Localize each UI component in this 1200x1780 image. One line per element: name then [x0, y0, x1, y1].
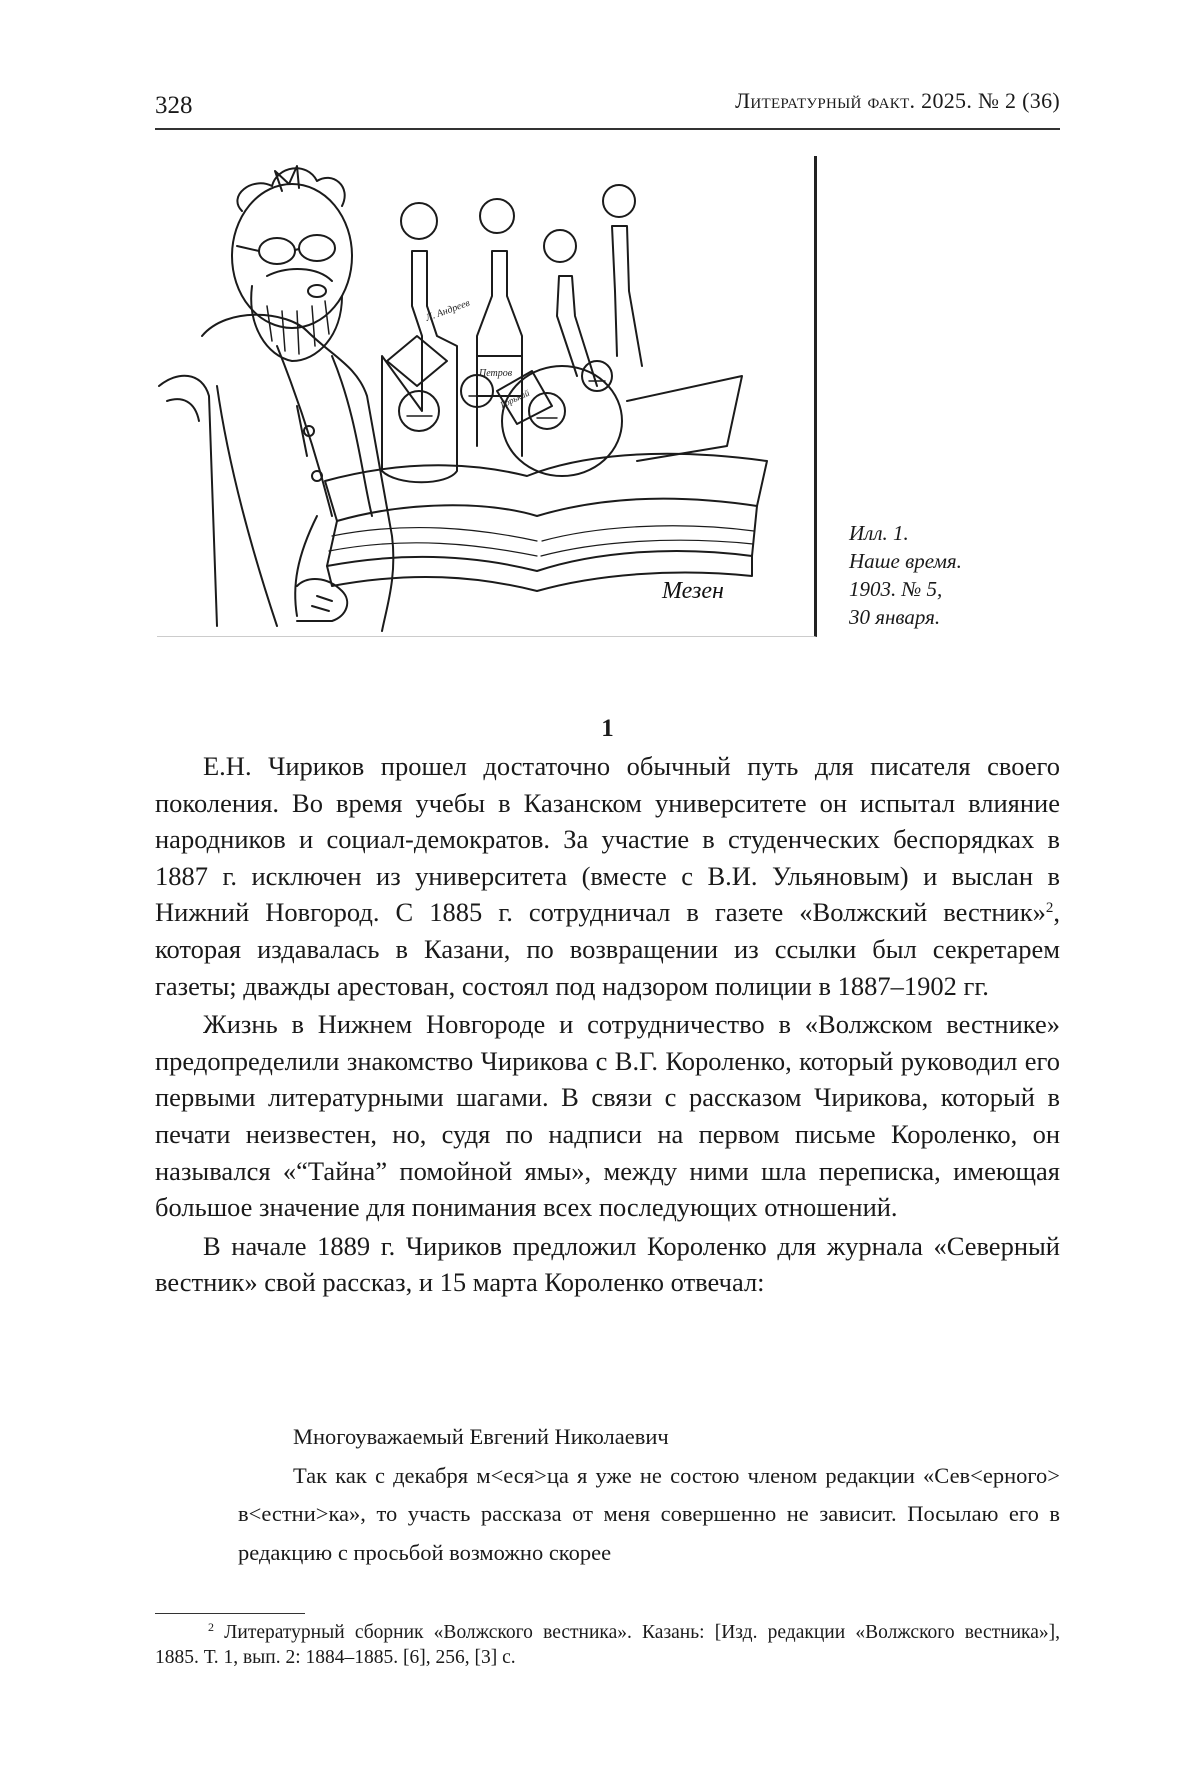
- footnote-number: 2: [208, 1620, 214, 1634]
- footnote-divider: [155, 1613, 305, 1614]
- chair-outline: [159, 376, 217, 626]
- page-number: 328: [155, 92, 193, 119]
- letter-salutation: Многоуважаемый Евгений Николаевич: [293, 1424, 669, 1449]
- glasses-left: [259, 238, 295, 264]
- footnote-text: Литературный сборник «Волжского вестника». Казань: [Изд. редакции «Волжского вестника»], 1885. Т. 1, вып. 2: 1884–1885. [6], 256, [3] с.: [155, 1622, 1060, 1668]
- face-andreev: [401, 203, 437, 239]
- caption-line: Илл. 1.: [849, 521, 909, 545]
- cartoon-drawing: [157, 156, 814, 636]
- main-text: [155, 748, 1060, 1303]
- bottle-label-gorky: Горький: [498, 387, 531, 410]
- caption-line: 1903. № 5,: [849, 577, 943, 601]
- artist-signature: Мезен: [662, 578, 724, 604]
- bottle-label-andreev: Л. Андреев: [424, 297, 472, 324]
- head-outline: [232, 184, 352, 328]
- figure-caption: [849, 519, 1029, 631]
- bottle-petrov: [477, 251, 522, 456]
- footnote-ref[interactable]: 2: [1045, 900, 1054, 917]
- letter-text: Так как с декабря м<еся>ца я уже не состою членом редакции «Сев<ерного> в<естни>ка», то участь рассказа от меня совершенно не зависит. Посылаю его в редакцию с просьбой возможно скорее: [238, 1462, 1060, 1565]
- caption-line: 30 января.: [849, 605, 941, 629]
- letter-quote: [238, 1418, 1060, 1572]
- journal-title: Литературный факт. 2025. № 2 (36): [735, 88, 1060, 113]
- paragraph: В начале 1889 г. Чириков предложил Короленко для журнала «Северный вестник» свой рассказ, и 15 марта Короленко отвечал:: [155, 1230, 1060, 1298]
- paragraph-text: , которая издавалась в Казани, по возвращении из ссылки был секретарем газеты; дважды арестован, состоял под надзором полиции в 1887–1902 гг.: [155, 897, 1060, 1001]
- bottle-label-petrov: Петров: [479, 368, 513, 379]
- face-chekhov: [603, 185, 635, 217]
- running-header: [155, 88, 1060, 130]
- face-petrov: [480, 199, 514, 233]
- glasses-right: [299, 235, 335, 261]
- bottle-gorky: [557, 276, 597, 386]
- footnote: [155, 1620, 1060, 1670]
- face-gorky: [544, 230, 576, 262]
- book-pages: [325, 454, 767, 521]
- section-number: 1: [601, 715, 614, 742]
- paragraph-text: Е.Н. Чириков прошел достаточно обычный путь для писателя своего поколения. Во время учебы в Казанском университете он испытал влияние народников и социал-демократов. За участие в студенческих беспорядках в 1887 г. исключен из университета (вместе с В.И. Ульяновым) и выслан в Нижний Новгород. С 1885 г. сотрудничал в газете «Волжский вестник»: [155, 751, 1060, 928]
- illustration-cartoon: [157, 156, 817, 637]
- paragraph: [155, 748, 1060, 1004]
- paragraph: Жизнь в Нижнем Новгороде и сотрудничество в «Волжском вестнике» предопределили знакомство Чирикова с В.Г. Короленко, который руководил его первыми литературными шагами. В связи с рассказом Чирикова, который в печати неизвестен, но, судя по надписи на первом письме Короленко, он назывался «“Тайна” помойной ямы», между ними шла переписка, имеющая большое значение для понимания всех последующих отношений.: [155, 1009, 1060, 1223]
- caption-line: Наше время.: [849, 549, 962, 573]
